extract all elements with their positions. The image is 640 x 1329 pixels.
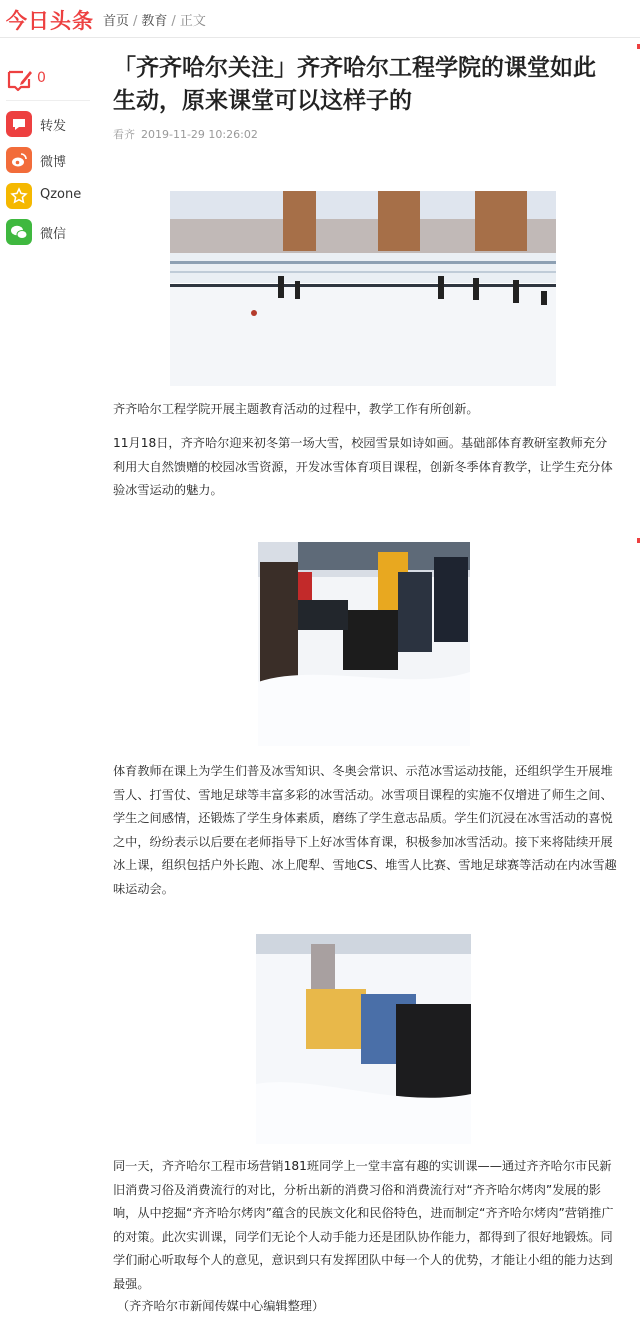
article-source[interactable]: 看齐 bbox=[113, 128, 135, 141]
share-weibo-label: 微博 bbox=[40, 155, 67, 170]
breadcrumb-current: 正文 bbox=[179, 14, 206, 29]
top-bar bbox=[0, 0, 640, 38]
qzone-icon bbox=[6, 183, 32, 209]
share-wechat[interactable] bbox=[6, 219, 90, 245]
article-editor-note: （齐齐哈尔市新闻传媒中心编辑整理） bbox=[117, 1299, 325, 1313]
article-header bbox=[113, 52, 613, 142]
breadcrumb-section[interactable]: 教育 bbox=[141, 14, 168, 29]
comment-count: 0 bbox=[37, 70, 46, 86]
breadcrumb-separator: / bbox=[133, 14, 138, 29]
share-repost[interactable] bbox=[6, 111, 90, 137]
wechat-icon bbox=[6, 219, 32, 245]
article-image-snow-play bbox=[258, 542, 470, 746]
article-time: 2019-11-29 10:26:02 bbox=[141, 128, 258, 141]
article-image-snow-fight bbox=[256, 934, 471, 1144]
article-paragraph: 体育教师在课上为学生们普及冰雪知识、冬奥会常识、示范冰雪运动技能，还组织学生开展堆雪人、打雪仗、雪地足球等丰富多彩的冰雪活动。冰雪项目课程的实施不仅增进了师生之间、学生之间感情，还锻炼了学生身体素质，磨练了学生意志品质。学生们沉浸在冰雪活动的喜悦之中，纷纷表示以后要在老师指导下上好冰雪体育课，积极参加冰雪活动。接下来将陆续开展冰上课，组织包括户外长跑、冰上爬犁、雪地CS、堆雪人比赛、雪地足球赛等活动在内冰雪趣味运动会。 bbox=[113, 764, 617, 896]
article-title: 「齐齐哈尔关注」齐齐哈尔工程学院的课堂如此生动，原来课堂可以这样子的 bbox=[113, 55, 596, 114]
comment-icon bbox=[6, 66, 32, 92]
share-qzone[interactable] bbox=[6, 183, 90, 209]
site-logo[interactable]: 今日头条 bbox=[6, 9, 94, 33]
share-repost-label: 转发 bbox=[40, 119, 67, 134]
share-weibo[interactable] bbox=[6, 147, 90, 173]
article-image-snow-field bbox=[170, 191, 556, 386]
share-wechat-label: 微信 bbox=[40, 227, 67, 242]
article-paragraph: 齐齐哈尔工程学院开展主题教育活动的过程中，教学工作有所创新。 bbox=[113, 402, 479, 416]
breadcrumb-separator: / bbox=[171, 14, 176, 29]
article-paragraph: 11月18日，齐齐哈尔迎来初冬第一场大雪，校园雪景如诗如画。基础部体育教研室教师充分利用大自然馈赠的校园冰雪资源，开发冰雪体育项目课程，创新冬季体育教学，让学生充分体验冰雪运动的魅力。 bbox=[113, 436, 613, 497]
share-qzone-label: Qzone bbox=[40, 187, 82, 202]
breadcrumb-home[interactable]: 首页 bbox=[103, 14, 130, 29]
comment-button[interactable] bbox=[6, 66, 90, 100]
repost-icon bbox=[6, 111, 32, 137]
article-meta bbox=[113, 126, 613, 142]
article-paragraph: 同一天，齐齐哈尔工程市场营销181班同学上一堂丰富有趣的实训课——通过齐齐哈尔市民新旧消费习俗及消费流行的对比，分析出新的消费习俗和消费流行对“齐齐哈尔烤肉”发展的影响，从中挖掘“齐齐哈尔烤肉”蕴含的民族文化和民俗特色，进而制定“齐齐哈尔烤肉”营销推广的对策。此次实训课，同学们无论个人动手能力还是团队协作能力，都得到了很好地锻炼。同学们耐心听取每个人的意见，意识到只有发挥团队中每一个人的优势，才能让小组的能力达到最强。 bbox=[113, 1159, 614, 1291]
breadcrumb bbox=[103, 10, 206, 29]
weibo-icon bbox=[6, 147, 32, 173]
sidebar-divider bbox=[6, 100, 90, 101]
